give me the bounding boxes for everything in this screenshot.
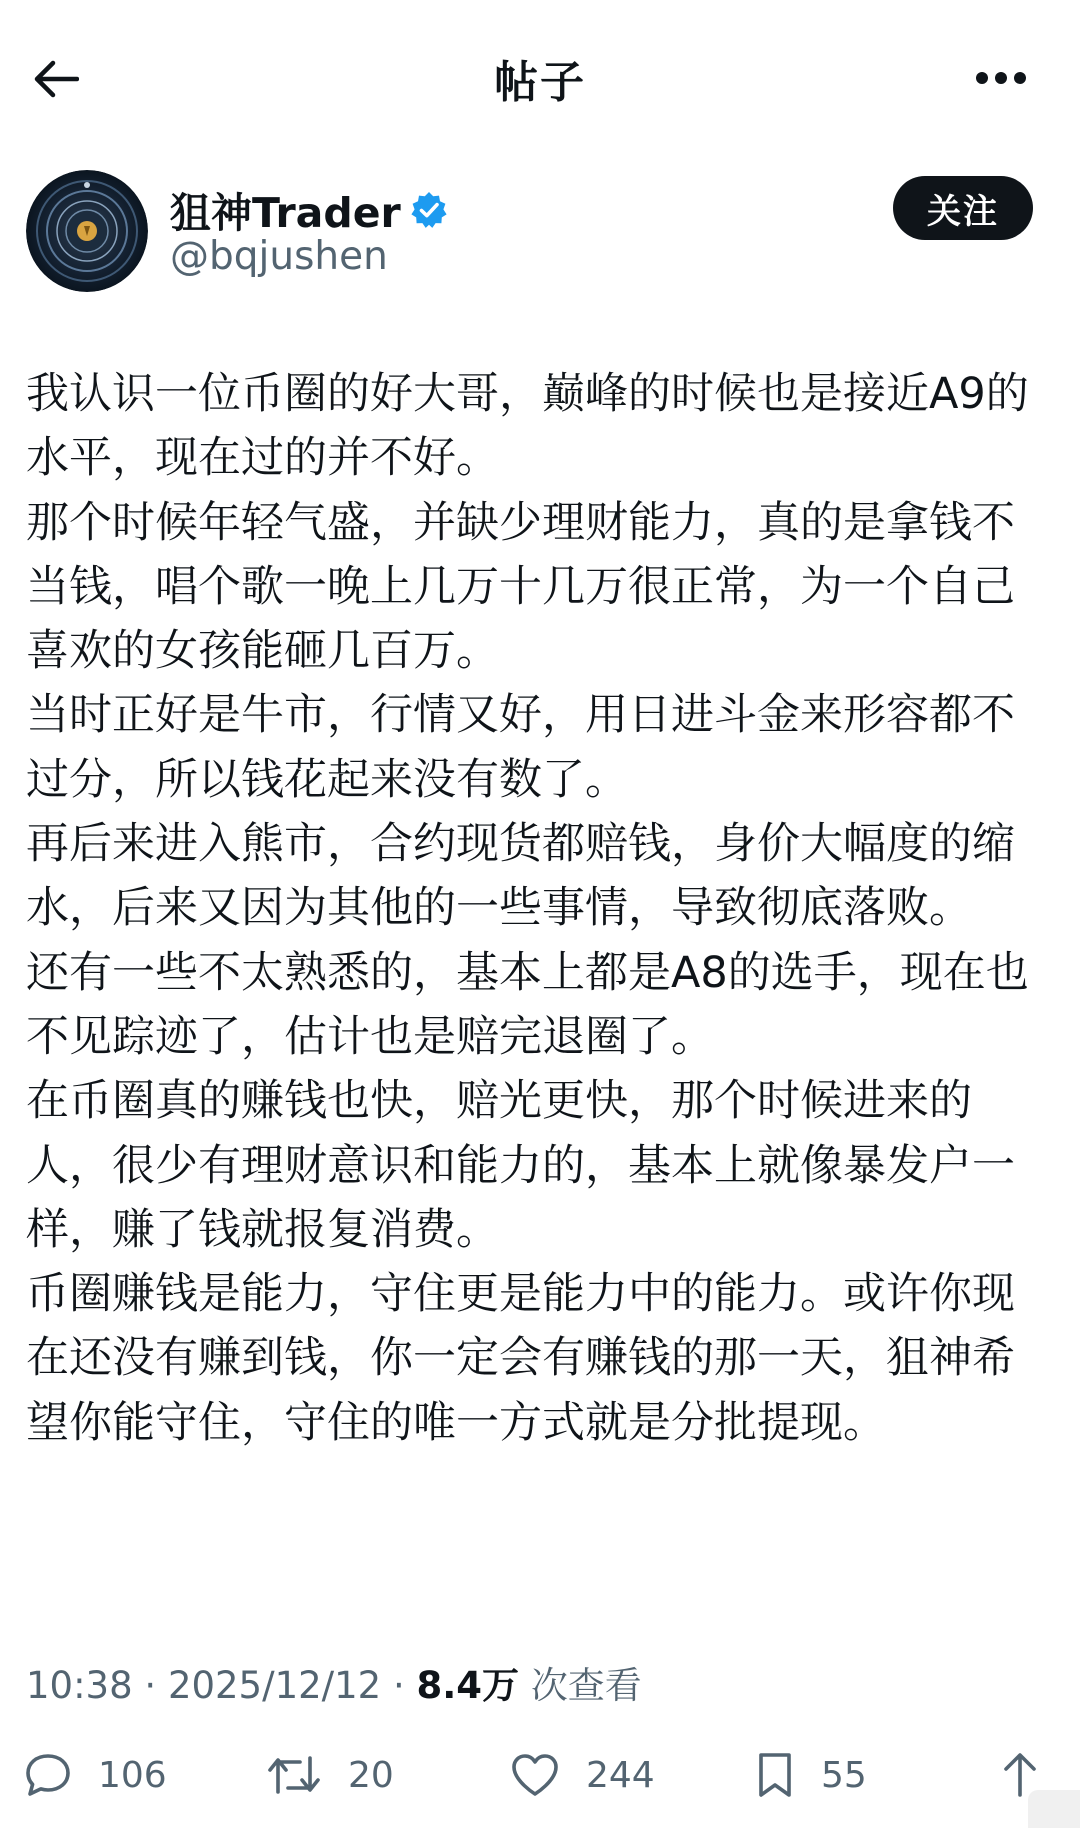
meta-separator: · [392, 1664, 405, 1707]
views-label: 次查看 [530, 1664, 642, 1707]
avatar[interactable] [26, 170, 148, 292]
like-count: 244 [586, 1754, 655, 1796]
more-options-button[interactable] [966, 56, 1036, 100]
author-row [0, 170, 1080, 300]
page-title: 帖子 [494, 57, 586, 108]
like-button[interactable] [510, 1745, 655, 1805]
corner-overlay [1028, 1790, 1080, 1828]
post-paragraph: 当时正好是牛市，行情又好，用日进斗金来形容都不过分，所以钱花起来没有数了。 [26, 690, 1015, 805]
heart-icon [510, 1752, 560, 1798]
post-paragraph: 再后来进入熊市，合约现货都赔钱，身价大幅度的缩水，后来又因为其他的一些事情，导致彻底落败。 [26, 819, 1015, 934]
top-bar [0, 0, 1080, 150]
post-paragraph: 我认识一位币圈的好大哥，巅峰的时候也是接近A9的水平，现在过的并不好。 [26, 369, 1029, 484]
post-time[interactable]: 10:38 [26, 1664, 133, 1707]
reply-count: 106 [98, 1754, 167, 1796]
action-bar [0, 1745, 1080, 1815]
views-count[interactable]: 8.4万 [416, 1664, 520, 1707]
avatar-image [26, 170, 148, 292]
post-meta [26, 1655, 642, 1709]
post-paragraph: 在币圈真的赚钱也快，赔光更快，那个时候进来的人，很少有理财意识和能力的，基本上就像暴发户一样，赚了钱就报复消费。 [26, 1076, 1015, 1255]
post-paragraph: 还有一些不太熟悉的，基本上都是A8的选手，现在也不见踪迹了，估计也是赔完退圈了。 [26, 947, 1029, 1062]
follow-button[interactable]: 关注 [893, 176, 1033, 240]
user-handle[interactable]: @bqjushen [170, 234, 388, 279]
more-horizontal-icon [975, 71, 1027, 85]
bookmark-count: 55 [821, 1754, 867, 1796]
post-date[interactable]: 2025/12/12 [167, 1664, 382, 1707]
display-name: 狙神Trader [170, 189, 401, 237]
reply-button[interactable] [24, 1745, 167, 1805]
retweet-icon [266, 1752, 322, 1798]
display-name-wrap[interactable] [170, 180, 449, 239]
retweet-button[interactable] [266, 1745, 394, 1805]
meta-separator: · [144, 1664, 157, 1707]
bookmark-button[interactable] [755, 1745, 867, 1805]
bookmark-icon [755, 1751, 795, 1799]
reply-icon [24, 1752, 72, 1798]
post-paragraph: 那个时候年轻气盛，并缺少理财能力，真的是拿钱不当钱，唱个歌一晚上几万十几万很正常，为一个自己喜欢的女孩能砸几百万。 [26, 497, 1015, 677]
retweet-count: 20 [348, 1754, 394, 1796]
post-text [26, 362, 1046, 1455]
verified-badge-icon [409, 190, 449, 230]
post-paragraph: 币圈赚钱是能力，守住更是能力中的能力。或许你现在还没有赚到钱，你一定会有赚钱的那一天，狙神希望你能守住，守住的唯一方式就是分批提现。 [26, 1269, 1015, 1448]
